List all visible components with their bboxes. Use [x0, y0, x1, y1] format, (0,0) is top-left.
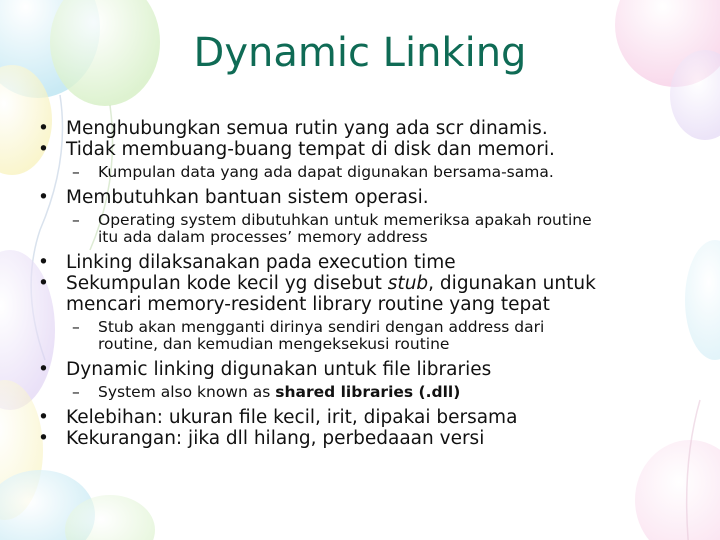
balloon-pink-bottom: [635, 440, 720, 540]
bullet-text: Sekumpulan kode kecil yg disebut: [66, 273, 388, 294]
bullet-text: Kelebihan: ukuran file kecil, irit, dipakai bersama: [66, 407, 518, 428]
bullet-text: mencari memory-resident library routine yang tepat: [66, 294, 550, 315]
bullet-text-emphasis: stub: [387, 273, 429, 294]
bullet-marker: •: [38, 428, 49, 449]
bullet-item: [34, 428, 694, 449]
bullet-text: Membutuhkan bantuan sistem operasi.: [66, 187, 429, 208]
bullet-item: [34, 273, 694, 315]
bullet-item: [34, 407, 694, 428]
bullet-item: [34, 118, 694, 139]
bullet-text: Tidak membuang-buang tempat di disk dan memori.: [66, 139, 555, 160]
bullet-marker: •: [38, 118, 49, 139]
bullet-text: Kekurangan: jika dll hilang, perbedaaan versi: [66, 428, 485, 449]
sub-bullet-text-bold: shared libraries (.dll): [275, 383, 461, 401]
slide-body: [34, 118, 694, 449]
sub-bullet-text: itu ada dalam processes’ memory address: [98, 228, 428, 246]
sub-bullet-marker: –: [72, 211, 80, 229]
sub-bullet-text: System also known as: [98, 383, 276, 401]
bullet-marker: •: [38, 252, 49, 273]
bullet-marker: •: [38, 187, 49, 208]
sub-bullet-marker: –: [72, 383, 80, 401]
sub-bullet-text: Kumpulan data yang ada dapat digunakan bersama-sama.: [98, 163, 554, 181]
sub-bullet-item: [34, 319, 694, 353]
sub-bullet-item: [34, 164, 694, 181]
slide-title: Dynamic Linking: [193, 30, 527, 76]
bullet-item: [34, 359, 694, 380]
bullet-text: Menghubungkan semua rutin yang ada scr dinamis.: [66, 118, 548, 139]
sub-bullet-marker: –: [72, 318, 80, 336]
bullet-item: [34, 187, 694, 208]
bullet-text: , digunakan untuk: [428, 273, 596, 294]
bullet-item: [34, 139, 694, 160]
bullet-marker: •: [38, 359, 49, 380]
bullet-marker: •: [38, 273, 49, 294]
bullet-marker: •: [38, 139, 49, 160]
sub-bullet-text: Stub akan mengganti dirinya sendiri dengan address dari: [98, 318, 545, 336]
sub-bullet-text: routine, dan kemudian mengeksekusi routine: [98, 335, 450, 353]
bullet-text: Dynamic linking digunakan untuk file libraries: [66, 359, 492, 380]
bullet-text: Linking dilaksanakan pada execution time: [66, 252, 456, 273]
sub-bullet-item: [34, 384, 694, 401]
sub-bullet-text: Operating system dibutuhkan untuk memeriksa apakah routine: [98, 211, 592, 229]
bullet-item: [34, 252, 694, 273]
sub-bullet-marker: –: [72, 163, 80, 181]
bullet-marker: •: [38, 407, 49, 428]
sub-bullet-item: [34, 212, 694, 246]
